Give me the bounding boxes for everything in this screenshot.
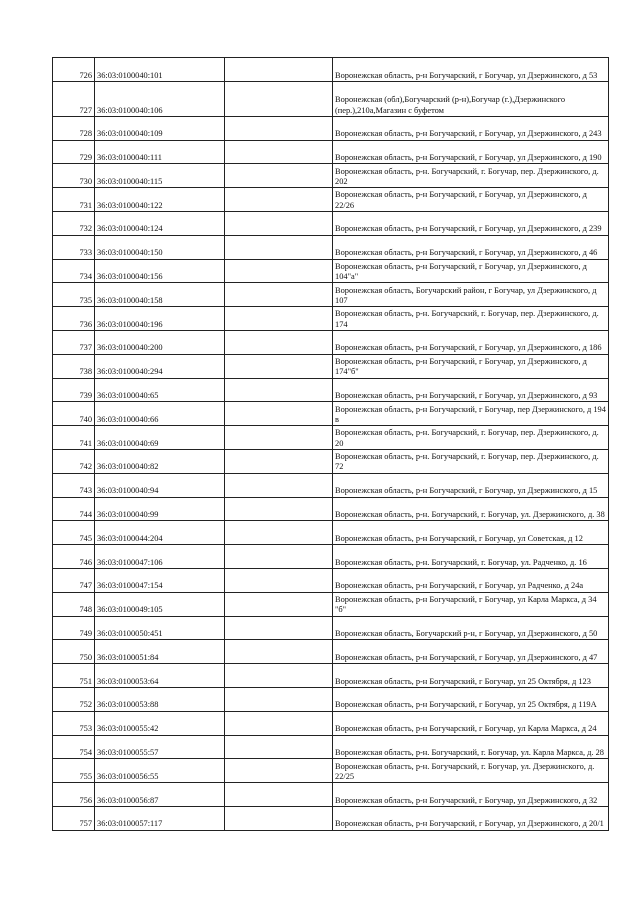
address-cell: Воронежская область, р-н Богучарский, г Богучар, ул 25 Октября, д 123	[333, 664, 609, 688]
address-cell: Воронежская область, Богучарский район, г Богучар, ул Дзержинского, д 107	[333, 283, 609, 307]
cadastral-number-cell: 36:03:0100040:94	[95, 473, 225, 497]
table-row	[53, 521, 609, 545]
row-number-cell: 731	[53, 188, 95, 212]
cadastral-number-cell: 36:03:0100040:158	[95, 283, 225, 307]
table-row	[53, 402, 609, 426]
empty-cell	[225, 211, 333, 235]
cadastral-number-cell: 36:03:0100051:84	[95, 640, 225, 664]
table-row	[53, 426, 609, 450]
empty-cell	[225, 568, 333, 592]
row-number-cell: 726	[53, 58, 95, 82]
table-row	[53, 259, 609, 283]
cadastral-number-cell: 36:03:0100049:105	[95, 592, 225, 616]
empty-cell	[225, 116, 333, 140]
empty-cell	[225, 687, 333, 711]
empty-cell	[225, 449, 333, 473]
empty-cell	[225, 640, 333, 664]
row-number-cell: 728	[53, 116, 95, 140]
empty-cell	[225, 616, 333, 640]
table-row	[53, 140, 609, 164]
table-row	[53, 354, 609, 378]
row-number-cell: 741	[53, 426, 95, 450]
cadastral-number-cell: 36:03:0100040:122	[95, 188, 225, 212]
table-row	[53, 188, 609, 212]
table-row	[53, 235, 609, 259]
cadastral-number-cell: 36:03:0100040:111	[95, 140, 225, 164]
row-number-cell: 735	[53, 283, 95, 307]
empty-cell	[225, 235, 333, 259]
table-row	[53, 664, 609, 688]
row-number-cell: 756	[53, 783, 95, 807]
empty-cell	[225, 58, 333, 82]
table-row	[53, 806, 609, 830]
cadastral-number-cell: 36:03:0100040:69	[95, 426, 225, 450]
cadastral-number-cell: 36:03:0100056:87	[95, 783, 225, 807]
empty-cell	[225, 664, 333, 688]
cadastral-number-cell: 36:03:0100047:154	[95, 568, 225, 592]
address-cell: Воронежская область, р-н. Богучарский, г. Богучар, ул. Карла Маркса, д. 28	[333, 735, 609, 759]
table-row	[53, 497, 609, 521]
address-cell: Воронежская область, Богучарский р-н, г Богучар, ул Дзержинского, д 50	[333, 616, 609, 640]
empty-cell	[225, 806, 333, 830]
row-number-cell: 753	[53, 711, 95, 735]
address-cell: Воронежская область, р-н Богучарский, г Богучар, ул Дзержинского, д 174"б"	[333, 354, 609, 378]
row-number-cell: 757	[53, 806, 95, 830]
address-cell: Воронежская область, р-н. Богучарский, г. Богучар, ул. Радченко, д. 16	[333, 545, 609, 569]
address-cell: Воронежская область, р-н Богучарский, г Богучар, ул Дзержинского, д 15	[333, 473, 609, 497]
cadastral-number-cell: 36:03:0100055:57	[95, 735, 225, 759]
address-cell: Воронежская (обл),Богучарский (р-н),Богучар (г.),Дзержинского (пер.),210а,Магазин с буфетом	[333, 81, 609, 116]
cadastral-number-cell: 36:03:0100040:124	[95, 211, 225, 235]
empty-cell	[225, 473, 333, 497]
row-number-cell: 733	[53, 235, 95, 259]
empty-cell	[225, 354, 333, 378]
cadastral-number-cell: 36:03:0100040:65	[95, 378, 225, 402]
cadastral-number-cell: 36:03:0100040:150	[95, 235, 225, 259]
empty-cell	[225, 81, 333, 116]
address-cell: Воронежская область, р-н. Богучарский, г. Богучар, пер. Дзержинского, д. 20	[333, 426, 609, 450]
address-cell: Воронежская область, р-н Богучарский, г Богучар, ул Дзержинского, д 243	[333, 116, 609, 140]
address-cell: Воронежская область, р-н Богучарский, г Богучар, ул Дзержинского, д 190	[333, 140, 609, 164]
row-number-cell: 732	[53, 211, 95, 235]
table-row	[53, 81, 609, 116]
cadastral-number-cell: 36:03:0100040:99	[95, 497, 225, 521]
empty-cell	[225, 426, 333, 450]
address-cell: Воронежская область, р-н Богучарский, г Богучар, ул Дзержинского, д 47	[333, 640, 609, 664]
address-cell: Воронежская область, р-н. Богучарский, г. Богучар, ул. Дзержинского, д. 38	[333, 497, 609, 521]
row-number-cell: 727	[53, 81, 95, 116]
cadastral-number-cell: 36:03:0100040:109	[95, 116, 225, 140]
table-row	[53, 783, 609, 807]
table-row	[53, 449, 609, 473]
empty-cell	[225, 783, 333, 807]
empty-cell	[225, 711, 333, 735]
row-number-cell: 736	[53, 307, 95, 331]
address-cell: Воронежская область, р-н Богучарский, г Богучар, ул Советская, д 12	[333, 521, 609, 545]
table-row	[53, 616, 609, 640]
address-cell: Воронежская область, р-н Богучарский, г Богучар, ул Дзержинского, д 32	[333, 783, 609, 807]
row-number-cell: 729	[53, 140, 95, 164]
empty-cell	[225, 330, 333, 354]
address-cell: Воронежская область, р-н Богучарский, г Богучар, ул Дзержинского, д 239	[333, 211, 609, 235]
table-row	[53, 568, 609, 592]
table-row	[53, 116, 609, 140]
cadastral-number-cell: 36:03:0100056:55	[95, 759, 225, 783]
table-row	[53, 640, 609, 664]
address-cell: Воронежская область, р-н Богучарский, г Богучар, ул Дзержинского, д 46	[333, 235, 609, 259]
empty-cell	[225, 545, 333, 569]
row-number-cell: 751	[53, 664, 95, 688]
table-row	[53, 687, 609, 711]
table-row	[53, 211, 609, 235]
empty-cell	[225, 497, 333, 521]
row-number-cell: 730	[53, 164, 95, 188]
empty-cell	[225, 283, 333, 307]
row-number-cell: 744	[53, 497, 95, 521]
table-row	[53, 473, 609, 497]
empty-cell	[225, 521, 333, 545]
row-number-cell: 748	[53, 592, 95, 616]
cadastral-number-cell: 36:03:0100047:106	[95, 545, 225, 569]
cadastral-number-cell: 36:03:0100040:106	[95, 81, 225, 116]
row-number-cell: 746	[53, 545, 95, 569]
address-cell: Воронежская область, р-н. Богучарский, г. Богучар, ул. Дзержинского, д. 22/25	[333, 759, 609, 783]
cadastral-number-cell: 36:03:0100040:82	[95, 449, 225, 473]
table-row	[53, 711, 609, 735]
row-number-cell: 745	[53, 521, 95, 545]
cadastral-number-cell: 36:03:0100050:451	[95, 616, 225, 640]
table-row	[53, 283, 609, 307]
table-row	[53, 330, 609, 354]
address-cell: Воронежская область, р-н Богучарский, г Богучар, ул Дзержинского, д 186	[333, 330, 609, 354]
row-number-cell: 740	[53, 402, 95, 426]
table-row	[53, 545, 609, 569]
address-cell: Воронежская область, р-н. Богучарский, г. Богучар, пер. Дзержинского, д. 202	[333, 164, 609, 188]
address-cell: Воронежская область, р-н Богучарский, г Богучар, ул Карла Маркса, д 34 "б"	[333, 592, 609, 616]
cadastral-number-cell: 36:03:0100057:117	[95, 806, 225, 830]
row-number-cell: 750	[53, 640, 95, 664]
row-number-cell: 755	[53, 759, 95, 783]
cadastral-number-cell: 36:03:0100055:42	[95, 711, 225, 735]
table-row	[53, 592, 609, 616]
address-cell: Воронежская область, р-н. Богучарский, г. Богучар, пер. Дзержинского, д. 174	[333, 307, 609, 331]
cadastral-number-cell: 36:03:0100040:196	[95, 307, 225, 331]
empty-cell	[225, 592, 333, 616]
empty-cell	[225, 259, 333, 283]
address-cell: Воронежская область, р-н Богучарский, г Богучар, ул Дзержинского, д 20/1	[333, 806, 609, 830]
table-body	[53, 58, 609, 831]
empty-cell	[225, 188, 333, 212]
cadastral-number-cell: 36:03:0100040:101	[95, 58, 225, 82]
table-row	[53, 58, 609, 82]
address-cell: Воронежская область, р-н Богучарский, г Богучар, ул Карла Маркса, д 24	[333, 711, 609, 735]
row-number-cell: 747	[53, 568, 95, 592]
cadastral-number-cell: 36:03:0100040:66	[95, 402, 225, 426]
empty-cell	[225, 735, 333, 759]
table-row	[53, 759, 609, 783]
empty-cell	[225, 140, 333, 164]
table-row	[53, 307, 609, 331]
empty-cell	[225, 378, 333, 402]
address-cell: Воронежская область, р-н Богучарский, г Богучар, ул Радченко, д 24а	[333, 568, 609, 592]
empty-cell	[225, 402, 333, 426]
empty-cell	[225, 759, 333, 783]
address-cell: Воронежская область, р-н. Богучарский, г. Богучар, пер. Дзержинского, д. 72	[333, 449, 609, 473]
cadastral-number-cell: 36:03:0100044:204	[95, 521, 225, 545]
cadastral-number-cell: 36:03:0100040:294	[95, 354, 225, 378]
address-cell: Воронежская область, р-н Богучарский, г Богучар, ул Дзержинского, д 104"а"	[333, 259, 609, 283]
row-number-cell: 743	[53, 473, 95, 497]
cadastral-number-cell: 36:03:0100053:64	[95, 664, 225, 688]
empty-cell	[225, 307, 333, 331]
address-cell: Воронежская область, р-н Богучарский, г Богучар, ул Дзержинского, д 53	[333, 58, 609, 82]
row-number-cell: 737	[53, 330, 95, 354]
cadastral-number-cell: 36:03:0100040:200	[95, 330, 225, 354]
address-cell: Воронежская область, р-н Богучарский, г Богучар, ул Дзержинского, д 22/26	[333, 188, 609, 212]
row-number-cell: 738	[53, 354, 95, 378]
row-number-cell: 734	[53, 259, 95, 283]
row-number-cell: 742	[53, 449, 95, 473]
table-row	[53, 378, 609, 402]
cadastral-number-cell: 36:03:0100053:88	[95, 687, 225, 711]
address-cell: Воронежская область, р-н Богучарский, г Богучар, ул Дзержинского, д 93	[333, 378, 609, 402]
table-row	[53, 164, 609, 188]
cadastral-number-cell: 36:03:0100040:115	[95, 164, 225, 188]
address-cell: Воронежская область, р-н Богучарский, г Богучар, пер Дзержинского, д 194 в	[333, 402, 609, 426]
cadastral-number-cell: 36:03:0100040:156	[95, 259, 225, 283]
table-row	[53, 735, 609, 759]
row-number-cell: 754	[53, 735, 95, 759]
property-table	[52, 57, 609, 831]
row-number-cell: 749	[53, 616, 95, 640]
row-number-cell: 752	[53, 687, 95, 711]
row-number-cell: 739	[53, 378, 95, 402]
address-cell: Воронежская область, р-н Богучарский, г Богучар, ул 25 Октября, д 119А	[333, 687, 609, 711]
empty-cell	[225, 164, 333, 188]
